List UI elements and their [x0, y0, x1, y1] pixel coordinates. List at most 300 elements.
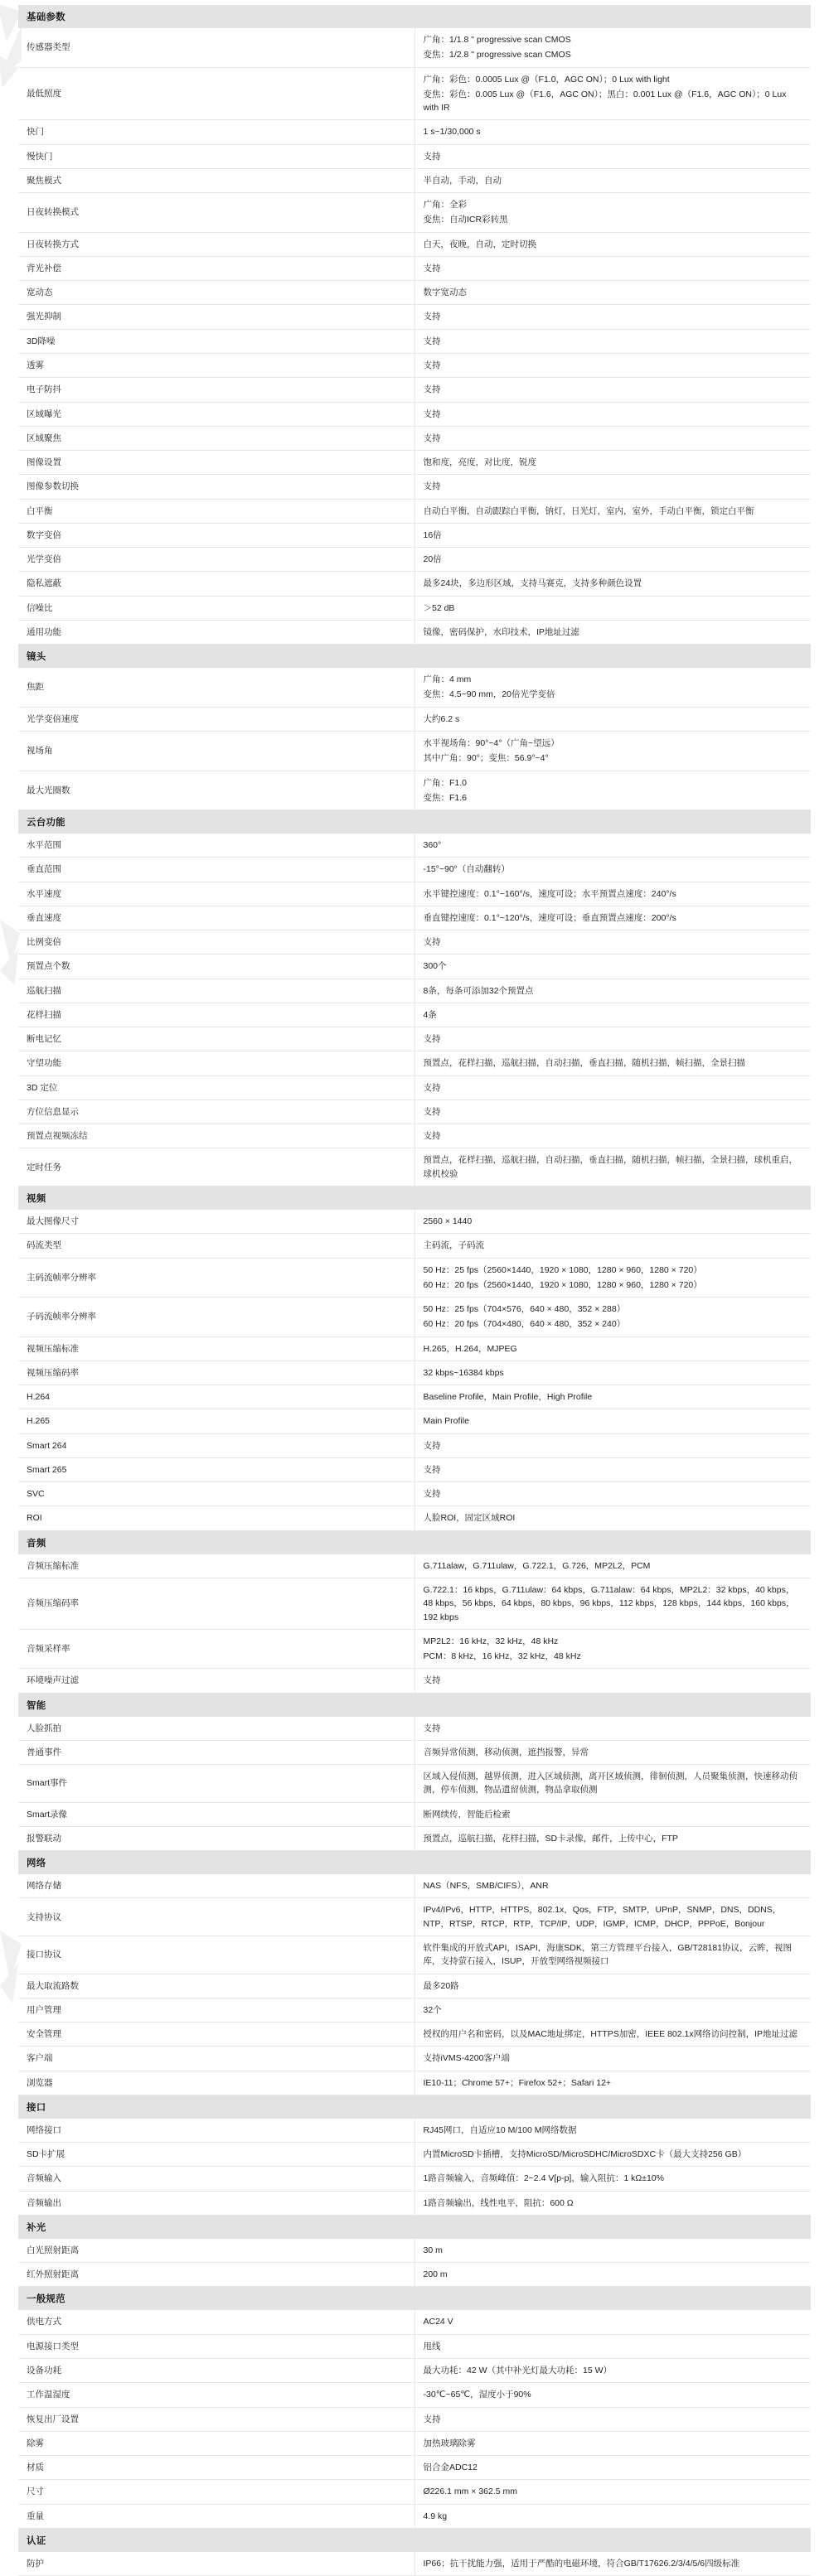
spec-value-line: IP66；抗干扰能力强，适用于严酷的电磁环境，符合GB/T17626.2/3/4/5/6四级标准 — [423, 2558, 740, 2569]
spec-label: SVC — [18, 1482, 414, 1506]
spec-value — [414, 1003, 811, 1027]
spec-row — [18, 1998, 811, 2022]
spec-value — [414, 475, 811, 499]
spec-label: 日夜转换模式 — [18, 193, 414, 233]
spec-value — [414, 28, 811, 67]
spec-value — [414, 1765, 811, 1803]
spec-label: 工作温湿度 — [18, 2383, 414, 2407]
section-header-row — [18, 645, 811, 669]
spec-value-line: 32 kbps~16384 kbps — [423, 1367, 504, 1378]
spec-label: 预置点个数 — [18, 955, 414, 979]
spec-row — [18, 620, 811, 644]
spec-value — [414, 1234, 811, 1258]
spec-label: 光学变倍速度 — [18, 707, 414, 731]
spec-row — [18, 2167, 811, 2191]
spec-row — [18, 955, 811, 979]
spec-value — [414, 1669, 811, 1693]
spec-row — [18, 2358, 811, 2382]
spec-label: 快门 — [18, 120, 414, 144]
spec-label: 除雾 — [18, 2431, 414, 2455]
spec-value — [414, 2023, 811, 2047]
spec-sheet — [18, 0, 811, 2576]
spec-row — [18, 67, 811, 120]
spec-value-line: 大约6.2 s — [423, 713, 460, 724]
spec-value-line: 垂直键控速度：0.1°~120°/s，速度可设；垂直预置点速度：200°/s — [423, 912, 676, 923]
spec-value — [414, 2167, 811, 2191]
spec-value-line: 8条，每条可添加32个预置点 — [423, 985, 534, 996]
spec-value-line: G.722.1：16 kbps，G.711ulaw：64 kbps，G.711alaw：64 kbps，MP2L2：32 kbps，40 kbps，48 kbps，56 kbps，64 kbps，80 kbps，96 kbps，112 kbps，128 kbps，144 kbps，160 kbps，192 kbps — [423, 1585, 795, 1622]
spec-label: 音频压缩码率 — [18, 1578, 414, 1630]
spec-value — [414, 620, 811, 644]
spec-value-line: 4.9 kg — [423, 2511, 448, 2521]
spec-value — [414, 2407, 811, 2431]
section-header-row — [18, 1530, 811, 1554]
spec-value-line: 32个 — [423, 2004, 442, 2015]
spec-value-line: 16倍 — [423, 529, 442, 540]
spec-row — [18, 1554, 811, 1578]
spec-value — [414, 499, 811, 523]
spec-row — [18, 2191, 811, 2215]
spec-row — [18, 1457, 811, 1481]
spec-value — [414, 2358, 811, 2382]
spec-row — [18, 2310, 811, 2334]
section-header-row — [18, 2528, 811, 2552]
spec-value — [414, 1360, 811, 1385]
spec-label: 光学变倍 — [18, 548, 414, 572]
spec-value — [414, 882, 811, 906]
spec-value-line: 最大功耗：42 W（其中补光灯最大功耗：15 W） — [423, 2365, 613, 2375]
spec-value-line: 变焦：自动ICR彩转黑 — [423, 215, 508, 225]
spec-label: 音频输入 — [18, 2167, 414, 2191]
spec-label: 防护 — [18, 2552, 414, 2576]
spec-row — [18, 1336, 811, 1360]
spec-row — [18, 1409, 811, 1433]
spec-row — [18, 256, 811, 280]
spec-label: 浏览器 — [18, 2071, 414, 2095]
spec-value-line: 授权的用户名和密码，以及MAC地址绑定，HTTPS加密，IEEE 802.1x网络访问控制，IP地址过滤 — [423, 2029, 798, 2040]
spec-row — [18, 2552, 811, 2576]
spec-label: H.265 — [18, 1409, 414, 1433]
spec-value — [414, 1629, 811, 1669]
spec-value-line: 300个 — [423, 961, 447, 972]
spec-value — [414, 2383, 811, 2407]
spec-value — [414, 1210, 811, 1234]
spec-value-line: 支持 — [423, 2414, 441, 2424]
spec-value-line: AC24 V — [423, 2317, 453, 2327]
spec-row — [18, 1974, 811, 1998]
spec-value-line: 广角：全彩 — [423, 200, 467, 210]
spec-row — [18, 1740, 811, 1764]
spec-value-line: Baseline Profile，Main Profile，High Profile — [423, 1392, 593, 1403]
section-title: 镜头 — [18, 645, 811, 669]
spec-row — [18, 1003, 811, 1027]
spec-value — [414, 1740, 811, 1764]
spec-row — [18, 168, 811, 192]
spec-value-line: Main Profile — [423, 1416, 469, 1427]
spec-value — [414, 1898, 811, 1936]
spec-value-line: 广角：4 mm — [423, 674, 472, 685]
spec-label: 守望功能 — [18, 1051, 414, 1075]
spec-value — [414, 668, 811, 707]
spec-value-line: 预置点，巡航扫描，花样扫描，SD卡录像，邮件，上传中心，FTP — [423, 1833, 678, 1844]
spec-row — [18, 1234, 811, 1258]
spec-value-line: 支持 — [423, 336, 441, 346]
spec-value — [414, 2191, 811, 2215]
spec-value — [414, 329, 811, 353]
spec-value-line: 饱和度，亮度，对比度，锐度 — [423, 457, 536, 468]
spec-value — [414, 378, 811, 402]
spec-value-line: 支持 — [423, 408, 441, 419]
spec-value — [414, 955, 811, 979]
spec-row — [18, 305, 811, 329]
spec-label: 电源接口类型 — [18, 2334, 414, 2358]
spec-value-line: 1 s~1/30,000 s — [423, 127, 481, 138]
spec-label: 通用功能 — [18, 620, 414, 644]
spec-value-line: 人脸ROI，固定区域ROI — [423, 1513, 516, 1524]
spec-row — [18, 707, 811, 731]
spec-row — [18, 882, 811, 906]
spec-value-line: 铝合金ADC12 — [423, 2462, 478, 2473]
spec-label: 红外照射距离 — [18, 2263, 414, 2287]
spec-value-line: 加热玻璃除雾 — [423, 2438, 476, 2448]
spec-row — [18, 2071, 811, 2095]
spec-value-line: 支持 — [423, 360, 441, 370]
spec-label: 3D 定位 — [18, 1075, 414, 1100]
spec-value-line: 支持 — [423, 1723, 441, 1733]
spec-row — [18, 1210, 811, 1234]
section-header-row — [18, 5, 811, 28]
spec-value-line: 支持 — [423, 1440, 441, 1451]
spec-row — [18, 979, 811, 1003]
spec-value — [414, 1100, 811, 1124]
spec-value-line: 20倍 — [423, 554, 442, 565]
spec-value-line: 最多24块，多边形区域，支持马赛克，支持多种颜色设置 — [423, 578, 642, 589]
spec-value-line: 4条 — [423, 1009, 437, 1020]
spec-label: 数字变倍 — [18, 523, 414, 547]
spec-value — [414, 1717, 811, 1741]
spec-value — [414, 906, 811, 930]
spec-value — [414, 2431, 811, 2455]
spec-value-line: 最多20路 — [423, 1980, 459, 1991]
spec-value-line: G.711alaw，G.711ulaw，G.722.1，G.726，MP2L2，PCM — [423, 1560, 651, 1571]
spec-value-line: 60 Hz：20 fps（2560×1440，1920 × 1080，1280 × 960，1280 × 720） — [423, 1279, 702, 1290]
spec-value — [414, 731, 811, 771]
section-title: 基础参数 — [18, 5, 811, 28]
spec-label: 透雾 — [18, 353, 414, 377]
spec-label: 最大取流路数 — [18, 1974, 414, 1998]
spec-row — [18, 402, 811, 426]
spec-label: 花样扫描 — [18, 1003, 414, 1027]
spec-row — [18, 2334, 811, 2358]
spec-label: 设备功耗 — [18, 2358, 414, 2382]
spec-value-line: 自动白平衡，自动跟踪白平衡，钠灯，日光灯，室内，室外，手动白平衡，锁定白平衡 — [423, 505, 754, 516]
spec-row — [18, 668, 811, 707]
spec-row — [18, 1629, 811, 1669]
spec-label: 水平范围 — [18, 834, 414, 858]
spec-value-line: 变焦：1/2.8 " progressive scan CMOS — [423, 50, 571, 60]
section-title: 接口 — [18, 2095, 811, 2119]
spec-value-line: 软件集成的开放式API，ISAPI，海康SDK，第三方管理平台接入，GB/T28181协议，云眸，视图库，支持萤石接入，ISUP，开放型网络视频接口 — [423, 1942, 793, 1967]
section-title: 智能 — [18, 1693, 811, 1717]
spec-value — [414, 2334, 811, 2358]
spec-value-line: 支持 — [423, 1489, 441, 1500]
spec-label: 客户端 — [18, 2047, 414, 2071]
spec-value-line: MP2L2：16 kHz，32 kHz，48 kHz — [423, 1636, 559, 1646]
spec-value — [414, 572, 811, 596]
spec-value-line: 支持 — [423, 937, 441, 948]
section-title: 云台功能 — [18, 810, 811, 834]
spec-value — [414, 193, 811, 233]
spec-label: 子码流帧率分辨率 — [18, 1298, 414, 1337]
section-title: 认证 — [18, 2528, 811, 2552]
spec-value-line: 白天，夜晚，自动，定时切换 — [423, 239, 536, 249]
spec-value-line: 支持 — [423, 433, 441, 443]
spec-value — [414, 1148, 811, 1187]
spec-value — [414, 523, 811, 547]
spec-value — [414, 2263, 811, 2287]
spec-label: 隐私遮蔽 — [18, 572, 414, 596]
spec-label: 背光补偿 — [18, 256, 414, 280]
spec-value-line: 预置点，花样扫描，巡航扫描，自动扫描，垂直扫描，随机扫描，帧扫描，全景扫描，球机重启，球机校验 — [423, 1155, 797, 1179]
spec-value-line: 广角：彩色：0.0005 Lux @（F1.0，AGC ON）；0 Lux with light — [423, 74, 670, 85]
spec-value-line: 内置MicroSD卡插槽，支持MicroSD/MicroSDHC/MicroSDXC卡（最大支持256 GB） — [423, 2149, 747, 2160]
spec-row — [18, 2119, 811, 2143]
spec-value-line: 支持 — [423, 1082, 441, 1093]
spec-value — [414, 1027, 811, 1051]
spec-value-line: 50 Hz：25 fps（2560×1440，1920 × 1080，1280 × 960，1280 × 720） — [423, 1264, 702, 1275]
spec-value — [414, 771, 811, 810]
spec-value — [414, 1124, 811, 1148]
spec-value — [414, 144, 811, 168]
spec-label: 最大光圈数 — [18, 771, 414, 810]
spec-value-line: 镜像，密码保护，水印技术，IP地址过滤 — [423, 626, 579, 637]
spec-row — [18, 28, 811, 67]
spec-row — [18, 1506, 811, 1530]
spec-label: 音频采样率 — [18, 1629, 414, 1669]
spec-value — [414, 1258, 811, 1298]
spec-row — [18, 378, 811, 402]
spec-value-line: 360° — [423, 840, 442, 851]
spec-value-line: 广角：F1.0 — [423, 777, 468, 788]
spec-value-line: 水平视场角：90°~4°（广角~望远） — [423, 737, 560, 748]
spec-row — [18, 1936, 811, 1974]
spec-row — [18, 329, 811, 353]
spec-value-line: 数字宽动态 — [423, 288, 467, 298]
spec-value — [414, 1874, 811, 1898]
spec-value-line: -30℃~65℃，湿度小于90% — [423, 2390, 531, 2400]
spec-row — [18, 771, 811, 810]
spec-value-line: 支持 — [423, 263, 441, 273]
spec-row — [18, 1765, 811, 1803]
section-header-row — [18, 810, 811, 834]
section-header-row — [18, 2095, 811, 2119]
specification-table — [18, 5, 811, 2576]
spec-row — [18, 232, 811, 256]
spec-value — [414, 707, 811, 731]
spec-value-line: 支持 — [423, 1034, 441, 1045]
spec-value-line: 变焦：F1.6 — [423, 792, 468, 803]
spec-row — [18, 2047, 811, 2071]
spec-value-line: 1路音频输出，线性电平，阻抗：600 Ω — [423, 2197, 574, 2208]
spec-row — [18, 2480, 811, 2504]
spec-row — [18, 858, 811, 882]
spec-value-line: 60 Hz：20 fps（704×480，640 × 480，352 × 240） — [423, 1319, 626, 1330]
spec-value-line: 支持 — [423, 1464, 441, 1475]
spec-value-line: 水平键控速度：0.1°~160°/s，速度可设；水平预置点速度：240°/s — [423, 888, 676, 899]
spec-label: 音频压缩标准 — [18, 1554, 414, 1578]
spec-row — [18, 1874, 811, 1898]
section-title: 音频 — [18, 1530, 811, 1554]
spec-row — [18, 475, 811, 499]
spec-value-line: 断网续传，智能后检索 — [423, 1809, 511, 1820]
spec-label: 最大图像尺寸 — [18, 1210, 414, 1234]
spec-row — [18, 572, 811, 596]
spec-value — [414, 120, 811, 144]
spec-label: 区域聚焦 — [18, 426, 414, 450]
spec-value-line: 支持 — [423, 1131, 441, 1142]
spec-value — [414, 2456, 811, 2480]
spec-value — [414, 256, 811, 280]
spec-label: 断电记忆 — [18, 1027, 414, 1051]
spec-row — [18, 1298, 811, 1337]
section-title: 一般规范 — [18, 2287, 811, 2311]
spec-label: 音频输出 — [18, 2191, 414, 2215]
spec-row — [18, 120, 811, 144]
spec-label: 巡航扫描 — [18, 979, 414, 1003]
spec-value — [414, 2504, 811, 2528]
spec-label: ROI — [18, 1506, 414, 1530]
spec-row — [18, 2143, 811, 2167]
spec-value — [414, 2143, 811, 2167]
spec-value — [414, 1409, 811, 1433]
spec-row — [18, 930, 811, 955]
spec-value-line: 半自动，手动，自动 — [423, 175, 502, 186]
spec-row — [18, 1148, 811, 1187]
spec-value — [414, 979, 811, 1003]
spec-label: 传感器类型 — [18, 28, 414, 67]
spec-value-line: 支持 — [423, 1675, 441, 1686]
spec-value — [414, 1482, 811, 1506]
spec-value-line: RJ45网口，自适应10 M/100 M网络数据 — [423, 2124, 577, 2135]
spec-label: 垂直速度 — [18, 906, 414, 930]
spec-label: 宽动态 — [18, 281, 414, 305]
spec-value — [414, 402, 811, 426]
spec-label: 强光抑制 — [18, 305, 414, 329]
spec-label: 图像参数切换 — [18, 475, 414, 499]
spec-label: 水平速度 — [18, 882, 414, 906]
spec-row — [18, 834, 811, 858]
spec-value-line: -15°~90°（自动翻转） — [423, 864, 510, 875]
spec-label: 聚焦模式 — [18, 168, 414, 192]
spec-value-line: NAS（NFS，SMB/CIFS），ANR — [423, 1881, 549, 1892]
spec-label: 垂直范围 — [18, 858, 414, 882]
spec-value-line: 其中广角：90°；变焦：56.9°~4° — [423, 753, 549, 764]
spec-label: 3D降噪 — [18, 329, 414, 353]
spec-row — [18, 1124, 811, 1148]
spec-value-line: 变焦：4.5~90 mm，20倍光学变倍 — [423, 689, 555, 700]
spec-row — [18, 1482, 811, 1506]
spec-value — [414, 930, 811, 955]
spec-value-line: 200 m — [423, 2269, 448, 2280]
spec-label: 信噪比 — [18, 596, 414, 620]
spec-value — [414, 2071, 811, 2095]
spec-row — [18, 596, 811, 620]
spec-value — [414, 1336, 811, 1360]
spec-label: 报警联动 — [18, 1826, 414, 1850]
spec-label: 焦距 — [18, 668, 414, 707]
spec-label: 接口协议 — [18, 1936, 414, 1974]
spec-value — [414, 305, 811, 329]
section-header-row — [18, 1693, 811, 1717]
section-title: 网络 — [18, 1851, 811, 1875]
section-title: 视频 — [18, 1187, 811, 1211]
spec-value-line: IE10-11；Chrome 57+；Firefox 52+；Safari 12+ — [423, 2077, 612, 2088]
spec-row — [18, 451, 811, 475]
spec-label: 视场角 — [18, 731, 414, 771]
spec-row — [18, 523, 811, 547]
section-header-row — [18, 1851, 811, 1875]
spec-row — [18, 1385, 811, 1409]
spec-label: 视频压缩码率 — [18, 1360, 414, 1385]
spec-label: 白平衡 — [18, 499, 414, 523]
spec-value — [414, 168, 811, 192]
spec-row — [18, 2504, 811, 2528]
spec-value — [414, 281, 811, 305]
spec-value-line: PCM：8 kHz，16 kHz，32 kHz，48 kHz — [423, 1651, 581, 1662]
spec-value-line: 30 m — [423, 2245, 443, 2255]
spec-row — [18, 1898, 811, 1936]
spec-row — [18, 1075, 811, 1100]
spec-row — [18, 1100, 811, 1124]
spec-row — [18, 548, 811, 572]
spec-label: 环境噪声过滤 — [18, 1669, 414, 1693]
spec-value — [414, 548, 811, 572]
spec-row — [18, 2023, 811, 2047]
spec-label: 主码流帧率分辨率 — [18, 1258, 414, 1298]
spec-label: 定时任务 — [18, 1148, 414, 1187]
spec-label: 供电方式 — [18, 2310, 414, 2334]
spec-row — [18, 1027, 811, 1051]
spec-label: 白光照射距离 — [18, 2239, 414, 2263]
spec-row — [18, 1051, 811, 1075]
spec-value — [414, 451, 811, 475]
spec-label: 视频压缩标准 — [18, 1336, 414, 1360]
spec-value-line: 预置点，花样扫描，巡航扫描，自动扫描，垂直扫描，随机扫描，帧扫描，全景扫描 — [423, 1058, 745, 1069]
spec-row — [18, 426, 811, 450]
spec-value — [414, 1554, 811, 1578]
spec-row — [18, 1433, 811, 1457]
spec-value-line: 支持 — [423, 481, 441, 492]
spec-value-line: IPv4/IPv6，HTTP，HTTPS，802.1x，Qos，FTP，SMTP，UPnP，SNMP，DNS，DDNS，NTP，RTSP，RTCP，RTP，TCP/IP，UDP，IGMP，ICMP，DHCP，PPPoE，Bonjour — [423, 1905, 782, 1929]
spec-label: 网络接口 — [18, 2119, 414, 2143]
spec-value-line: 主码流，子码流 — [423, 1240, 484, 1251]
spec-row — [18, 281, 811, 305]
spec-value — [414, 426, 811, 450]
spec-row — [18, 1826, 811, 1850]
spec-label: 比例变倍 — [18, 930, 414, 955]
spec-value — [414, 1506, 811, 1530]
spec-value — [414, 1998, 811, 2022]
spec-label: Smart录像 — [18, 1802, 414, 1826]
section-title: 补光 — [18, 2215, 811, 2239]
spec-value-line: 音频异常侦测，移动侦测，遮挡报警，异常 — [423, 1747, 589, 1757]
spec-value — [414, 2047, 811, 2071]
spec-row — [18, 2456, 811, 2480]
spec-value-line: 支持iVMS-4200客户端 — [423, 2053, 510, 2064]
spec-value — [414, 858, 811, 882]
spec-value — [414, 1578, 811, 1630]
spec-row — [18, 2431, 811, 2455]
